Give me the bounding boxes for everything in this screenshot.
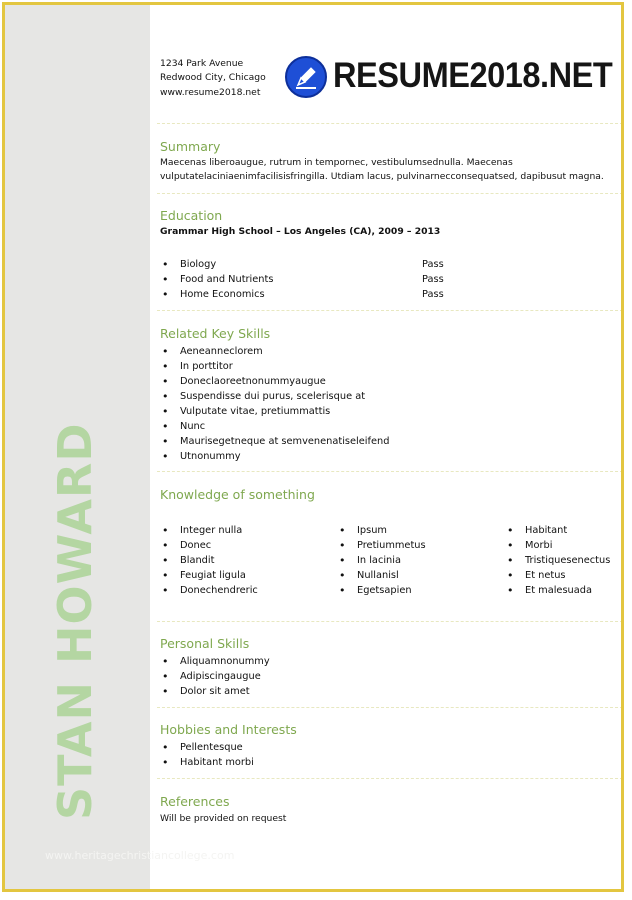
- list-item: • Biology: [160, 257, 273, 272]
- list-item: • Et netus: [505, 568, 610, 583]
- list-item: • Et malesuada: [505, 583, 610, 598]
- section-divider: [157, 193, 623, 194]
- list-item: • Pellentesque: [160, 740, 254, 755]
- address-city: Redwood City, Chicago: [160, 72, 266, 84]
- related-skills-list: [160, 344, 389, 464]
- resume-page: [2, 2, 624, 892]
- list-item: • Ipsum: [337, 523, 426, 538]
- address-website[interactable]: www.resume2018.net: [160, 86, 261, 98]
- list-item: • Donechendreric: [160, 583, 258, 598]
- education-school: Grammar High School – Los Angeles (CA), 2009 – 2013: [160, 226, 441, 237]
- summary-heading: Summary: [160, 139, 221, 154]
- hobbies-heading: Hobbies and Interests: [160, 722, 297, 737]
- education-heading: Education: [160, 208, 223, 223]
- list-item: • Vulputate vitae, pretiummattis: [160, 404, 389, 419]
- list-item: • Blandit: [160, 553, 258, 568]
- site-logo[interactable]: [285, 53, 621, 99]
- personal-skills-heading: Personal Skills: [160, 636, 250, 651]
- knowledge-column-1: [160, 523, 258, 598]
- related-skills-heading: Related Key Skills: [160, 326, 271, 341]
- hobbies-list: [160, 740, 254, 770]
- list-item: • Doneclaoreetnonummyaugue: [160, 374, 389, 389]
- references-heading: References: [160, 794, 230, 809]
- section-divider: [157, 123, 623, 124]
- list-item: • Dolor sit amet: [160, 684, 270, 699]
- list-item: • Nunc: [160, 419, 389, 434]
- list-item: • Suspendisse dui purus, scelerisque at: [160, 389, 389, 404]
- section-divider: [157, 621, 623, 622]
- address-street: 1234 Park Avenue: [160, 58, 244, 69]
- education-subjects: [160, 257, 273, 302]
- references-text: Will be provided on request: [160, 813, 287, 824]
- list-item: • Tristiquesenectus: [505, 553, 610, 568]
- summary-line-1: Maecenas liberoaugue, rutrum in tempornec, vestibulumsednulla. Maecenas: [160, 157, 513, 168]
- knowledge-heading: Knowledge of something: [160, 487, 315, 502]
- list-item: • Nullanisl: [337, 568, 426, 583]
- section-divider: [157, 778, 623, 779]
- list-item: • Habitant morbi: [160, 755, 254, 770]
- list-item: • Food and Nutrients: [160, 272, 273, 287]
- list-item: • In lacinia: [337, 553, 426, 568]
- contact-address: [160, 57, 266, 100]
- list-item: • Habitant: [505, 523, 610, 538]
- candidate-name: STAN HOWARD: [48, 422, 102, 820]
- list-item: • Adipiscingaugue: [160, 669, 270, 684]
- result-value: Pass: [422, 289, 444, 300]
- name-wrapper: [25, 390, 125, 820]
- result-value: Pass: [422, 274, 444, 285]
- list-item: • Maurisegetneque at semvenenatiseleifend: [160, 434, 389, 449]
- section-divider: [157, 471, 623, 472]
- personal-skills-list: [160, 654, 270, 699]
- education-results: [422, 257, 444, 302]
- knowledge-column-2: [337, 523, 426, 598]
- list-item: • In porttitor: [160, 359, 389, 374]
- section-divider: [157, 707, 623, 708]
- watermark: www.heritagechristiancollege.com: [45, 849, 235, 862]
- list-item: • Feugiat ligula: [160, 568, 258, 583]
- knowledge-column-3: [505, 523, 610, 598]
- list-item: • Aeneanneclorem: [160, 344, 389, 359]
- result-value: Pass: [422, 259, 444, 270]
- list-item: • Utnonummy: [160, 449, 389, 464]
- pen-icon: [285, 56, 327, 98]
- list-item: • Home Economics: [160, 287, 273, 302]
- summary-line-2: vulputatelaciniaenimfacilisisfringilla. Utdiam lacus, pulvinarnecconsequatsed, dapibusut magna.: [160, 171, 604, 182]
- list-item: • Aliquamnonummy: [160, 654, 270, 669]
- list-item: • Integer nulla: [160, 523, 258, 538]
- section-divider: [157, 310, 623, 311]
- list-item: • Pretiummetus: [337, 538, 426, 553]
- list-item: • Morbi: [505, 538, 610, 553]
- logo-text: RESUME2018.NET: [333, 56, 613, 95]
- resume-content: [157, 5, 623, 889]
- list-item: • Egetsapien: [337, 583, 426, 598]
- list-item: • Donec: [160, 538, 258, 553]
